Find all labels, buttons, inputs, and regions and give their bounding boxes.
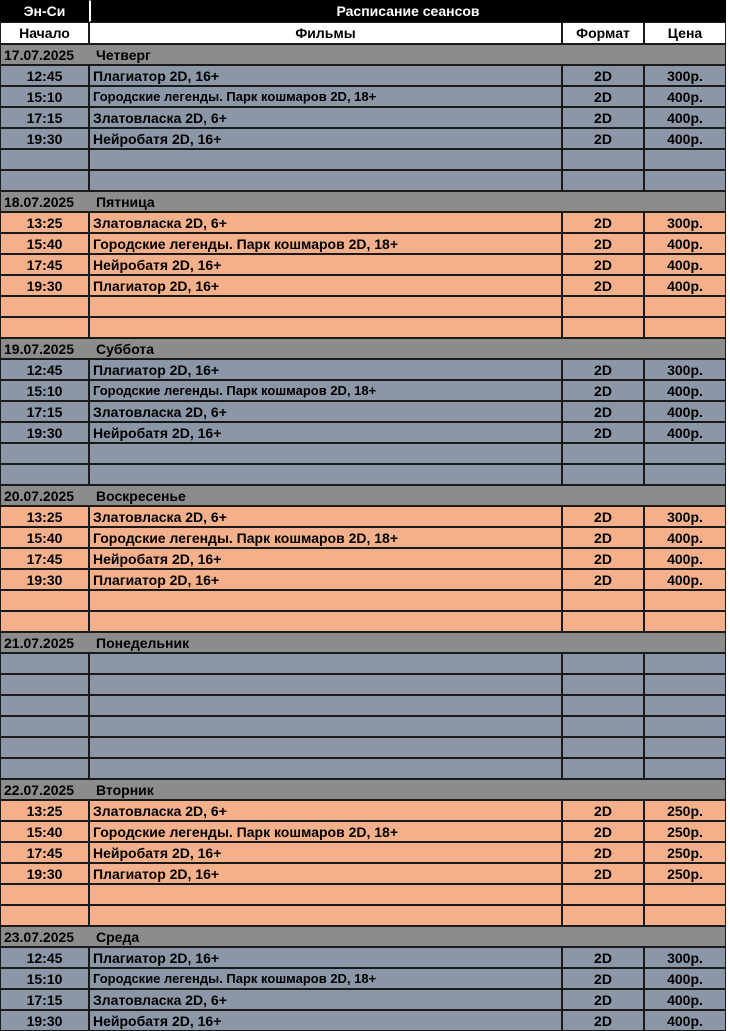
session-price: 300р. xyxy=(644,359,726,380)
session-row xyxy=(0,254,727,275)
session-film: Городские легенды. Парк кошмаров 2D, 18+ xyxy=(89,380,562,401)
empty-cell xyxy=(89,758,562,779)
column-header-film: Фильмы xyxy=(89,22,562,44)
session-time: 12:45 xyxy=(0,359,89,380)
empty-cell xyxy=(562,443,644,464)
empty-cell xyxy=(0,296,89,317)
session-row xyxy=(0,989,727,1010)
session-film: Плагиатор 2D, 16+ xyxy=(89,863,562,884)
session-price: 400р. xyxy=(644,128,726,149)
session-price: 250р. xyxy=(644,863,726,884)
session-format: 2D xyxy=(562,380,644,401)
empty-row xyxy=(0,674,727,695)
session-row xyxy=(0,275,727,296)
empty-cell xyxy=(0,884,89,905)
session-time: 19:30 xyxy=(0,128,89,149)
empty-cell xyxy=(644,170,726,191)
day-header-row xyxy=(0,632,727,653)
day-weekday: Среда xyxy=(96,928,140,945)
empty-cell xyxy=(0,149,89,170)
column-header-time: Начало xyxy=(0,22,89,44)
empty-cell xyxy=(0,443,89,464)
empty-cell xyxy=(89,464,562,485)
session-format: 2D xyxy=(562,212,644,233)
day-weekday: Понедельник xyxy=(96,634,190,651)
session-time: 15:40 xyxy=(0,233,89,254)
empty-cell xyxy=(644,905,726,926)
session-price: 400р. xyxy=(644,86,726,107)
session-row xyxy=(0,548,727,569)
session-film: Плагиатор 2D, 16+ xyxy=(89,65,562,86)
session-price: 250р. xyxy=(644,821,726,842)
day-header-row xyxy=(0,485,727,506)
session-format: 2D xyxy=(562,233,644,254)
empty-cell xyxy=(562,905,644,926)
session-format: 2D xyxy=(562,989,644,1010)
session-film: Плагиатор 2D, 16+ xyxy=(89,275,562,296)
session-row xyxy=(0,128,727,149)
schedule-title: Расписание сеансов xyxy=(89,0,726,22)
empty-row xyxy=(0,716,727,737)
empty-cell xyxy=(0,674,89,695)
session-format: 2D xyxy=(562,275,644,296)
empty-cell xyxy=(562,758,644,779)
empty-cell xyxy=(644,737,726,758)
session-format: 2D xyxy=(562,968,644,989)
day-date: 23.07.2025 xyxy=(4,928,75,945)
empty-cell xyxy=(644,758,726,779)
session-format: 2D xyxy=(562,107,644,128)
empty-row xyxy=(0,905,727,926)
day-date: 20.07.2025 xyxy=(4,487,75,504)
session-row xyxy=(0,107,727,128)
session-time: 19:30 xyxy=(0,422,89,443)
session-price: 400р. xyxy=(644,989,726,1010)
session-row xyxy=(0,821,727,842)
day-header xyxy=(0,191,726,212)
session-film: Златовласка 2D, 6+ xyxy=(89,212,562,233)
column-header-row xyxy=(0,22,727,44)
empty-cell xyxy=(562,590,644,611)
session-time: 17:15 xyxy=(0,107,89,128)
empty-cell xyxy=(89,590,562,611)
day-header xyxy=(0,44,726,65)
empty-cell xyxy=(562,170,644,191)
session-film: Городские легенды. Парк кошмаров 2D, 18+ xyxy=(89,233,562,254)
session-film: Златовласка 2D, 6+ xyxy=(89,401,562,422)
empty-cell xyxy=(0,695,89,716)
empty-cell xyxy=(89,716,562,737)
empty-row xyxy=(0,590,727,611)
session-price: 300р. xyxy=(644,506,726,527)
session-time: 12:45 xyxy=(0,65,89,86)
day-header-row xyxy=(0,779,727,800)
session-row xyxy=(0,401,727,422)
session-film: Нейробатя 2D, 16+ xyxy=(89,254,562,275)
session-price: 300р. xyxy=(644,212,726,233)
session-format: 2D xyxy=(562,842,644,863)
empty-cell xyxy=(562,464,644,485)
session-row xyxy=(0,233,727,254)
session-price: 400р. xyxy=(644,569,726,590)
empty-cell xyxy=(0,737,89,758)
day-weekday: Пятница xyxy=(96,193,155,210)
session-time: 17:45 xyxy=(0,548,89,569)
session-price: 400р. xyxy=(644,275,726,296)
empty-row xyxy=(0,737,727,758)
session-film: Плагиатор 2D, 16+ xyxy=(89,947,562,968)
empty-cell xyxy=(89,674,562,695)
session-price: 400р. xyxy=(644,233,726,254)
session-film: Нейробатя 2D, 16+ xyxy=(89,128,562,149)
session-film: Златовласка 2D, 6+ xyxy=(89,506,562,527)
empty-cell xyxy=(89,737,562,758)
session-film: Плагиатор 2D, 16+ xyxy=(89,359,562,380)
session-price: 400р. xyxy=(644,401,726,422)
session-row xyxy=(0,212,727,233)
session-format: 2D xyxy=(562,422,644,443)
session-price: 400р. xyxy=(644,1010,726,1031)
empty-cell xyxy=(89,317,562,338)
day-header xyxy=(0,926,726,947)
session-time: 15:10 xyxy=(0,968,89,989)
empty-cell xyxy=(0,590,89,611)
session-price: 400р. xyxy=(644,527,726,548)
session-format: 2D xyxy=(562,401,644,422)
day-header-row xyxy=(0,44,727,65)
empty-row xyxy=(0,149,727,170)
empty-cell xyxy=(0,170,89,191)
empty-row xyxy=(0,464,727,485)
day-date: 22.07.2025 xyxy=(4,781,75,798)
day-weekday: Воскресенье xyxy=(96,487,186,504)
day-header-row xyxy=(0,926,727,947)
empty-cell xyxy=(562,737,644,758)
session-row xyxy=(0,800,727,821)
session-price: 250р. xyxy=(644,842,726,863)
empty-cell xyxy=(0,653,89,674)
empty-cell xyxy=(89,695,562,716)
session-time: 17:15 xyxy=(0,401,89,422)
day-date: 18.07.2025 xyxy=(4,193,75,210)
empty-cell xyxy=(644,716,726,737)
empty-cell xyxy=(89,149,562,170)
session-price: 300р. xyxy=(644,947,726,968)
session-time: 17:45 xyxy=(0,842,89,863)
session-format: 2D xyxy=(562,569,644,590)
empty-cell xyxy=(644,653,726,674)
empty-cell xyxy=(89,170,562,191)
session-film: Городские легенды. Парк кошмаров 2D, 18+ xyxy=(89,968,562,989)
session-price: 250р. xyxy=(644,800,726,821)
empty-row xyxy=(0,170,727,191)
empty-cell xyxy=(644,590,726,611)
session-film: Городские легенды. Парк кошмаров 2D, 18+ xyxy=(89,527,562,548)
day-weekday: Суббота xyxy=(96,340,155,357)
empty-cell xyxy=(89,884,562,905)
session-time: 13:25 xyxy=(0,506,89,527)
empty-row xyxy=(0,758,727,779)
session-time: 19:30 xyxy=(0,863,89,884)
session-time: 19:30 xyxy=(0,1010,89,1031)
day-header xyxy=(0,632,726,653)
session-format: 2D xyxy=(562,947,644,968)
days-container xyxy=(0,44,727,1031)
session-film: Нейробатя 2D, 16+ xyxy=(89,548,562,569)
session-format: 2D xyxy=(562,359,644,380)
session-time: 12:45 xyxy=(0,947,89,968)
session-format: 2D xyxy=(562,863,644,884)
day-date: 19.07.2025 xyxy=(4,340,75,357)
day-weekday: Вторник xyxy=(96,781,154,798)
session-price: 400р. xyxy=(644,548,726,569)
session-film: Плагиатор 2D, 16+ xyxy=(89,569,562,590)
empty-cell xyxy=(0,716,89,737)
session-row xyxy=(0,380,727,401)
empty-cell xyxy=(562,884,644,905)
session-row xyxy=(0,947,727,968)
session-time: 15:10 xyxy=(0,380,89,401)
session-format: 2D xyxy=(562,254,644,275)
session-row xyxy=(0,863,727,884)
session-time: 15:40 xyxy=(0,527,89,548)
session-time: 15:40 xyxy=(0,821,89,842)
session-row xyxy=(0,842,727,863)
empty-cell xyxy=(644,317,726,338)
session-film: Нейробатя 2D, 16+ xyxy=(89,842,562,863)
empty-row xyxy=(0,611,727,632)
day-date: 17.07.2025 xyxy=(4,46,75,63)
day-header xyxy=(0,485,726,506)
empty-cell xyxy=(0,464,89,485)
day-header-row xyxy=(0,338,727,359)
empty-cell xyxy=(0,758,89,779)
empty-cell xyxy=(644,674,726,695)
session-price: 400р. xyxy=(644,422,726,443)
session-row xyxy=(0,527,727,548)
empty-row xyxy=(0,317,727,338)
session-row xyxy=(0,1010,727,1031)
session-row xyxy=(0,86,727,107)
session-time: 17:45 xyxy=(0,254,89,275)
empty-cell xyxy=(644,695,726,716)
session-time: 19:30 xyxy=(0,569,89,590)
session-format: 2D xyxy=(562,86,644,107)
session-film: Златовласка 2D, 6+ xyxy=(89,107,562,128)
session-time: 17:15 xyxy=(0,989,89,1010)
session-format: 2D xyxy=(562,1010,644,1031)
empty-row xyxy=(0,443,727,464)
day-weekday: Четверг xyxy=(96,46,151,63)
session-row xyxy=(0,968,727,989)
title-row xyxy=(0,0,727,22)
session-format: 2D xyxy=(562,65,644,86)
empty-cell xyxy=(562,716,644,737)
empty-cell xyxy=(89,653,562,674)
session-price: 300р. xyxy=(644,65,726,86)
empty-cell xyxy=(89,296,562,317)
empty-cell xyxy=(562,296,644,317)
session-price: 400р. xyxy=(644,380,726,401)
empty-row xyxy=(0,653,727,674)
session-row xyxy=(0,422,727,443)
empty-cell xyxy=(89,611,562,632)
empty-cell xyxy=(89,905,562,926)
empty-cell xyxy=(562,674,644,695)
day-header xyxy=(0,779,726,800)
session-price: 400р. xyxy=(644,107,726,128)
empty-cell xyxy=(0,317,89,338)
session-row xyxy=(0,359,727,380)
session-film: Нейробатя 2D, 16+ xyxy=(89,422,562,443)
empty-cell xyxy=(644,149,726,170)
session-price: 400р. xyxy=(644,968,726,989)
empty-cell xyxy=(644,464,726,485)
empty-cell xyxy=(562,611,644,632)
column-header-price: Цена xyxy=(644,22,726,44)
session-time: 19:30 xyxy=(0,275,89,296)
session-film: Городские легенды. Парк кошмаров 2D, 18+ xyxy=(89,86,562,107)
day-header-row xyxy=(0,191,727,212)
empty-cell xyxy=(89,443,562,464)
empty-cell xyxy=(562,149,644,170)
empty-cell xyxy=(644,296,726,317)
cinema-name: Эн-Си xyxy=(0,0,89,22)
empty-cell xyxy=(644,443,726,464)
session-format: 2D xyxy=(562,128,644,149)
empty-row xyxy=(0,884,727,905)
empty-cell xyxy=(0,905,89,926)
session-film: Златовласка 2D, 6+ xyxy=(89,800,562,821)
column-header-format: Формат xyxy=(562,22,644,44)
session-row xyxy=(0,569,727,590)
session-price: 400р. xyxy=(644,254,726,275)
session-time: 15:10 xyxy=(0,86,89,107)
empty-row xyxy=(0,695,727,716)
session-format: 2D xyxy=(562,506,644,527)
session-time: 13:25 xyxy=(0,800,89,821)
session-format: 2D xyxy=(562,821,644,842)
session-format: 2D xyxy=(562,527,644,548)
empty-cell xyxy=(644,611,726,632)
empty-row xyxy=(0,296,727,317)
session-film: Нейробатя 2D, 16+ xyxy=(89,1010,562,1031)
session-format: 2D xyxy=(562,800,644,821)
empty-cell xyxy=(644,884,726,905)
session-row xyxy=(0,65,727,86)
session-format: 2D xyxy=(562,548,644,569)
session-film: Городские легенды. Парк кошмаров 2D, 18+ xyxy=(89,821,562,842)
empty-cell xyxy=(562,653,644,674)
day-header xyxy=(0,338,726,359)
empty-cell xyxy=(562,695,644,716)
empty-cell xyxy=(562,317,644,338)
session-time: 13:25 xyxy=(0,212,89,233)
day-date: 21.07.2025 xyxy=(4,634,75,651)
session-row xyxy=(0,506,727,527)
session-film: Златовласка 2D, 6+ xyxy=(89,989,562,1010)
empty-cell xyxy=(0,611,89,632)
